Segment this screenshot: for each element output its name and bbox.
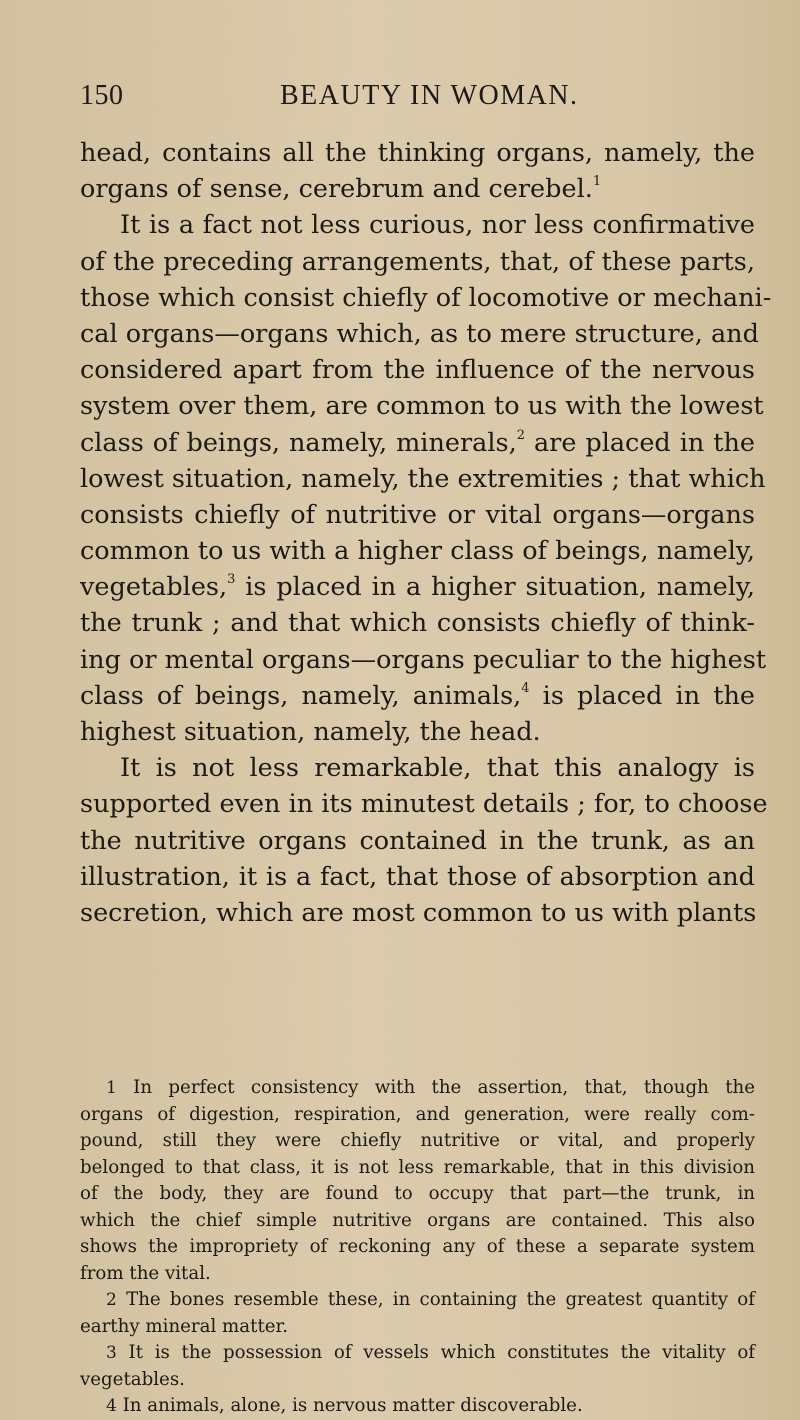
text-line: It is not less remarkable, that this analogy is (120, 753, 755, 784)
text-segment: In animals, alone, is nervous matter discoverable. (116, 1395, 583, 1416)
footnote-line: vegetables. (80, 1368, 185, 1390)
footnote-line: shows the impropriety of reckoning any of these a separate system (80, 1236, 755, 1257)
footnote-reference: 1 (592, 174, 602, 190)
text-line: ing or mental organs—organs peculiar to the highest (80, 644, 767, 675)
text-line: common to us with a higher class of beings, namely, (80, 536, 755, 567)
footnote-number: 3 (106, 1343, 117, 1363)
text-line (80, 569, 755, 605)
text-line: lowest situation, namely, the extremities ; that which (80, 463, 766, 494)
text-line: considered apart from the influence of the nervous (80, 355, 755, 386)
footnote-number: 2 (106, 1290, 117, 1310)
text-line: secretion, which are most common to us with plants (80, 897, 757, 928)
text-line (80, 171, 755, 207)
footnote-reference: 2 (516, 427, 525, 443)
running-head (80, 80, 740, 120)
footnote-number: 4 (106, 1396, 117, 1416)
footnote-line: belonged to that class, it is not less remarkable, that in this division (80, 1156, 755, 1178)
footnote-line: from the vital. (80, 1262, 211, 1284)
text-segment: It is the possession of vessels which constitutes the vitality of (116, 1342, 755, 1363)
text-segment: class of beings, namely, minerals, (80, 427, 517, 458)
footnote-line: of the body, they are found to occupy that part—the trunk, in (80, 1183, 755, 1204)
footnote-number: 1 (106, 1078, 117, 1098)
text-segment: The bones resemble these, in containing the greatest quantity of (116, 1289, 755, 1310)
text-line: head, contains all the thinking organs, namely, the (80, 138, 755, 168)
footnote-reference: 4 (521, 680, 530, 696)
text-segment: class of beings, namely, animals, (80, 680, 522, 711)
footnotes (80, 1075, 755, 1420)
footnote-line: which the chief simple nutritive organs are contained. This also (80, 1209, 755, 1231)
text-line: the nutritive organs contained in the trunk, as an (80, 825, 755, 856)
footnote-line (80, 1340, 755, 1367)
text-line: It is a fact not less curious, nor less confirmative (120, 210, 755, 241)
text-line: of the preceding arrangements, that, of these parts, (80, 246, 755, 277)
running-title: BEAUTY IN WOMAN. (280, 80, 579, 111)
footnote-line: earthy mineral matter. (80, 1315, 289, 1337)
footnote-line: pound, still they were chiefly nutritive or vital, and properly (80, 1130, 755, 1151)
text-segment: In perfect consistency with the assertion, that, though the (116, 1077, 755, 1098)
footnote-line (80, 1393, 755, 1420)
text-line: those which consist chiefly of locomotive or mechani- (80, 282, 772, 313)
text-line (80, 678, 755, 714)
text-segment: are placed in the (524, 427, 755, 458)
text-line (80, 425, 755, 461)
text-segment: is placed in the (529, 680, 755, 711)
text-line: consists chiefly of nutritive or vital organs—organs (80, 499, 755, 530)
text-line: supported even in its minutest details ; for, to choose (80, 789, 768, 820)
footnote-reference: 3 (227, 572, 236, 588)
text-line: the trunk ; and that which consists chiefly of think- (80, 608, 755, 639)
text-segment: vegetables, (80, 572, 228, 603)
text-segment: is placed in a higher situation, namely, (235, 572, 755, 603)
text-line: cal organs—organs which, as to mere structure, and (80, 318, 759, 349)
footnote-line (80, 1287, 755, 1314)
text-line: system over them, are common to us with the lowest (80, 391, 764, 422)
footnote-line (80, 1075, 755, 1102)
footnote-line: organs of digestion, respiration, and generation, were really com- (80, 1103, 755, 1125)
text-line: illustration, it is a fact, that those of absorption and (80, 861, 755, 892)
text-line: highest situation, namely, the head. (80, 717, 541, 747)
page-number: 150 (80, 80, 124, 111)
text-segment: organs of sense, cerebrum and cerebel. (80, 174, 593, 205)
body-text (80, 135, 772, 931)
